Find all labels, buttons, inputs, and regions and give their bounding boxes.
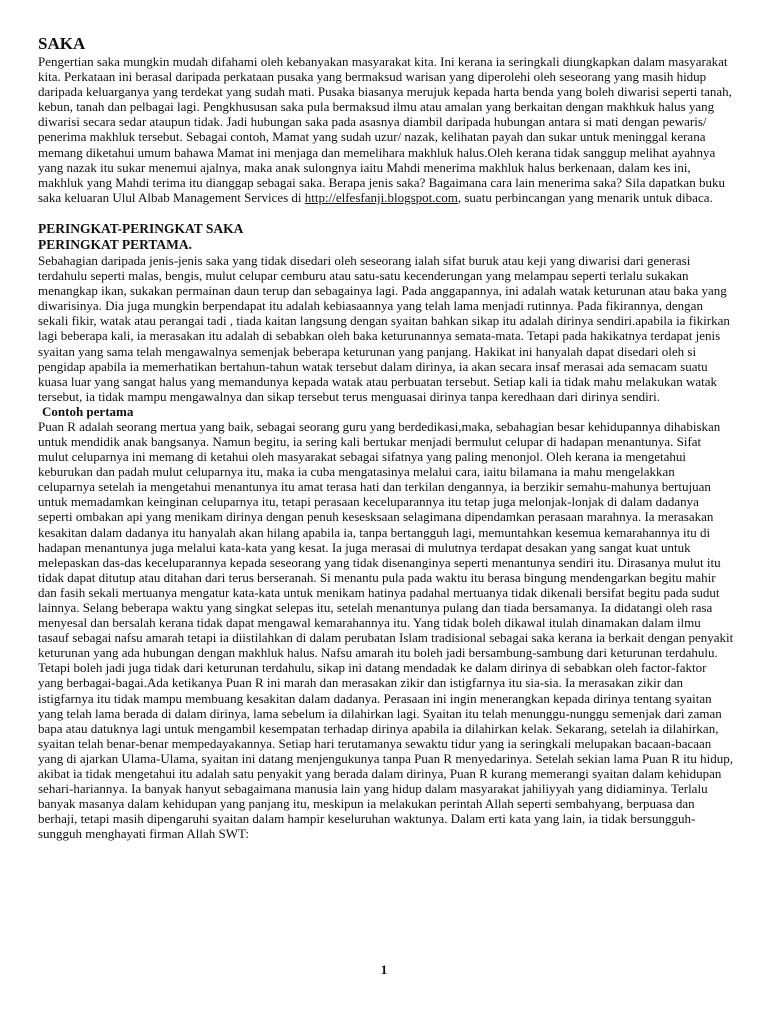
intro-text: Pengertian saka mungkin mudah difahami oleh kebanyakan masyarakat kita. Ini kerana ia seringkali diungkapkan dalam masyarakat kita. Perkataan ini berasal daripada perkataan pusaka yang bermaksud warisan yang diperolehi oleh seseorang yang masih hidup daripada keluarganya yang terdekat yang sudah mati. Pusaka biasanya merujuk kepada harta benda yang boleh diwarisi seperti tanah, kebun, tanah dan pelbagai lagi. Pengkhususan saka pula bermaksud ilmu atau amalan yang berkaitan dengan makhkuk halus yang diwarisi secara sedar ataupun tidak. Jadi hubungan saka pada asasnya diambil daripada hubungan antara si mati dengan pewaris/ penerima makhluk tersebut. Sebagai contoh, Mamat yang sudah uzur/ nazak, kelihatan payah dan sukar untuk meninggal kerana memang diketahui umum bahawa Mamat ini menjaga dan memelihara makhluk halus.Oleh kerana tidak sanggup melihat ayahnya yang nazak itu sukar menemui ajalnya, maka anak sulongnya iaitu Mahdi menerima makhluk halus berkenaan, dalam kes ini, makhluk yang Mahdi terima itu dianggap sebagai saka. Berapa jenis saka? Bagaimana cara lain menerima saka? Sila dapatkan buku saka keluaran Ulul Albab Management Services di (38, 54, 732, 205)
document-page (38, 34, 734, 842)
document-title: SAKA (38, 34, 86, 53)
example-heading: Contoh pertama (42, 403, 134, 419)
body-paragraph-1: Sebahagian daripada jenis-jenis saka yang tidak disedari oleh seseorang ialah sifat buruk atau keji yang diwarisi dari generasi terdahulu seperti malas, bengis, mulut celupar cemburu atau satu-satu kecenderungan yang melampau seperti terlalu sukakan menangkap ikan, sukakan permainan daun terup dan sebagainya lagi. Pada anggapannya, ini adalah watak keturunan atau baka yang diwarisinya. Dia juga mungkin berpendapat itu adalah kebiasaannya yang telah lama menjadi rutinnya. Pada fikirannya, dengan sekali fikir, watak atau perangai tadi , tiada kaitan langsung dengan syaitan bahkan sikap itu adalah dirinya sendiri.apabila ia fikirkan lagi beberapa kali, ia merasakan itu adalah di sebabkan oleh baka keturunannya semata-mata. Tetapi pada hakikatnya terdapat jenis syaitan yang sama telah mengawalnya semenjak beberapa keturunan yang panjang. Hakikat ini hanyalah dapat disedari oleh si pengidap apabila ia memerhatikan bertahun-tahun watak tersebut dalam dirinya, ia akan secara insaf merasai ada semacam suatu kuasa luar yang sangat halus yang memandunya kepada watak atau perbuatan tersebut. Setiap kali ia tidak mahu melakukan watak tersebut, ia tidak mampu mengawalnya dan sikap tersebut terus menguasai dirinya tanpa keredhaan dari dirinya sendiri. (38, 252, 730, 404)
body-paragraph-2: Puan R adalah seorang mertua yang baik, sebagai seorang guru yang berdedikasi,maka, sebahagian besar kehidupannya dihabiskan untuk mendidik anak bangsanya. Namun begitu, ia sering kali bertukar menjadi bermulut celupar di hadapan menantunya. Sifat mulut celuparnya ini memang di ketahui oleh masyarakat sebagai sifatnya yang paling menonjol. Oleh kerana ia mengetahui keburukan dan padah mulut celuparnya itu, maka ia cuba mengatasinya melalui cara, iaitu bilamana ia mahu mengelakkan celuparnya setelah ia mengetahui menantunya itu amat terasa hati dan terkilan dengannya, ia berzikir semahu-mahunya bertujuan untuk memadamkan keinginan celuparnya itu, tetapi perasaan keceluparannya itu tetap juga melonjak-lonjak di dalam dadanya seperti ombakan api yang menikam dirinya dengan penuh kesesksaan selagimana dipendamkan perasaan marahnya. Ia merasakan kesakitan dalam dadanya itu hanyalah akan hilang apabila ia, tanpa bertangguh lagi, memuntahkan kesemua kemarahannya itu di hadapan menantunya juga melalui kata-kata yang kesat. Ia juga merasai di mulutnya terdapat desakan yang sangat kuat untuk melepaskan das-das keceluparannya kepada seseorang yang tidak disenanginya seperti menantunya sendiri itu. Dirasanya mulut itu tidak dapat ditutup atau ditahan dari terus berseranah. Si menantu pula pada waktu itu berasa bingung mendengarkan begitu mahir dan fasih sekali mertuanya mengatur kata-kata untuk menikam hatinya padahal mertuanya tidak dikenali bersifat begitu pada sudut lainnya. Selang beberapa waktu yang singkat selepas itu, setelah menantunya pulang dan tiada bersamanya. Ia didatangi oleh rasa menyesal dan bersalah kerana tidak dapat mengawal kemarahannya itu. Yang tidak boleh dikawal itulah dinamakan dalam ilmu tasauf sebagai nafsu amarah tetapi ia diistilahkan di dalam perubatan Islam tradisional sebagai saka kerana ia berkait dengan penyakit keturunan yang ada hubungan dengan makhluk halus. Nafsu amarah itu boleh jadi bersambung-sambung dari keturunan terdahulu. Tetapi boleh jadi juga tidak dari keturunan terdahulu, sikap ini datang mendadak ke dalam dirinya di sebabkan oleh factor-faktor yang berbagai-bagai.Ada ketikanya Puan R ini marah dan merasakan zikir dan istigfarnya itu sia-sia. Ia merasakan zikir dan istigfarnya itu tidak mampu membuang kesakitan dalam dadanya. Perasaan ini ingin menerangkan kepada dirinya tentang syaitan yang telah lama berada di dalam dirinya, lama sebelum ia dilahirkan lagi. Syaitan itu telah menunggu-nunggu semenjak dari zaman bapa atau datuknya lagi untuk mengambil kesempatan terhadap dirinya apabila ia dilahirkan kelak. Sekarang, setelah ia dilahirkan, syaitan telah benar-benar mempedayakannya. Setiap hari terutamanya sewaktu tidur yang ia seringkali melupakan bacaan-bacaan yang di ajarkan Ulama-Ulama, syaitan ini datang menjengukunya tanpa Puan R menyedarinya. Setelah sekian lama Puan R itu hidup, akibat ia tidak mengetahui itu adalah satu penyakit yang berada dalam dirinya, Puan R kurang memerangi syaitan dalam kehidupan sehari-hariannya. Ia banyak hanyut sebagaimana manusia lain yang hidup dalam masyarakat jahiliyyah yang didiaminya. Terlalu banyak masanya dalam kehidupan yang panjang itu, meskipun ia melakukan perintah Allah seperti sembahyang, berpuasa dan berhaji, tetapi masih dipengaruhi syaitan dalam hampir keseluruhan waktunya. Dalam erti kata yang lain, ia tidak bersungguh-sungguh menghayati firman Allah SWT: (38, 418, 734, 842)
spacer (38, 205, 734, 221)
page-number: 1 (380, 962, 388, 977)
section-heading: PERINGKAT-PERINGKAT SAKA (38, 220, 244, 236)
intro-text-end: , suatu perbincangan yang menarik untuk dibaca. (457, 189, 713, 205)
intro-paragraph (38, 54, 734, 205)
blog-link[interactable]: http://elfesfanji.blogspot.com (304, 189, 458, 205)
subsection-heading: PERINGKAT PERTAMA. (38, 236, 193, 252)
